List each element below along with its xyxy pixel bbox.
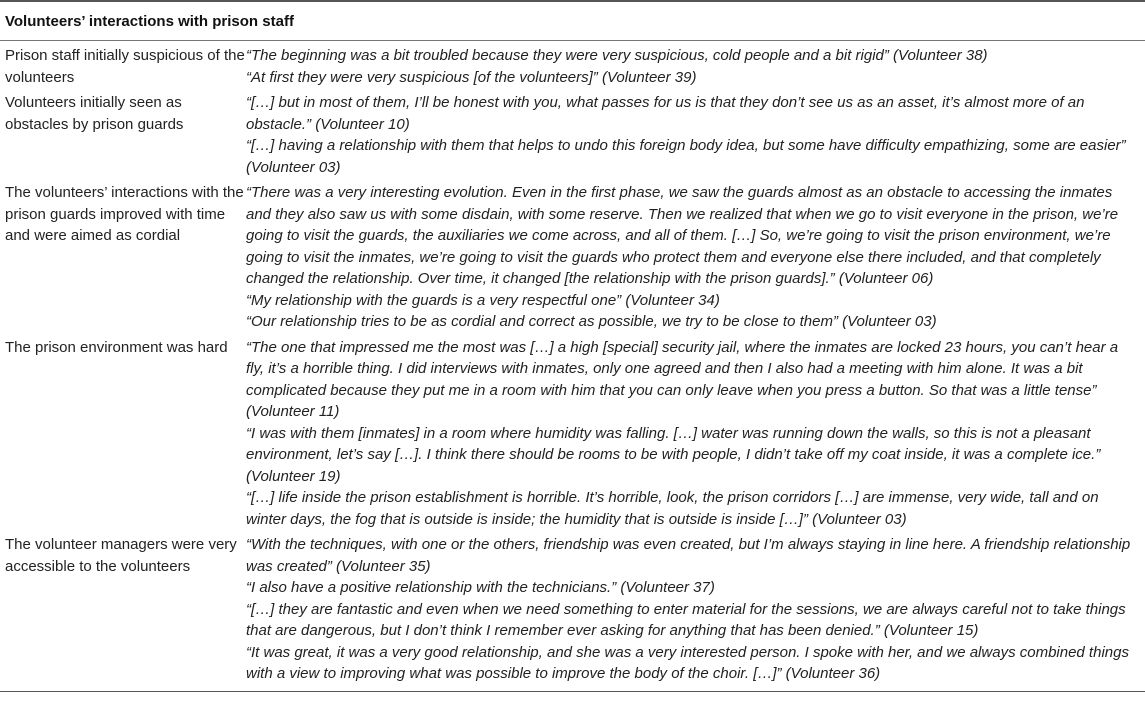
row-quotes	[246, 182, 1145, 333]
table-row	[0, 88, 1145, 178]
table-row	[0, 178, 1145, 333]
quote-text: “[…] they are fantastic and even when we need something to enter material for the sessions, we are always careful not to take things that are dangerous, but I don’t think I remember ever asking for anything that has been denied.” (Volunteer 15)	[246, 600, 1126, 639]
table-row	[0, 41, 1145, 88]
bottom-rule	[0, 691, 1145, 692]
quote-text: “It was great, it was a very good relationship, and she was a very interested person. I spoke with her, and we always combined things with a view to improving what was possible to improve the body of the choir. […]” (Volunteer 36)	[246, 643, 1129, 682]
quote-text: “[…] life inside the prison establishment is horrible. It’s horrible, look, the prison corridors […] are immense, very wide, tall and on winter days, the fog that is outside is inside; the humidity that is outside is inside […]” (Volunteer 03)	[246, 489, 1099, 528]
quote-text: “My relationship with the guards is a very respectful one” (Volunteer 34)	[246, 291, 720, 309]
quote-text: “The one that impressed me the most was […] a high [special] security jail, where the inmates are locked 23 hours, you can’t hear a fly, it’s a horrible thing. I did interviews with inmates, only one agreed and then I also had a meeting with him alone. It was a bit complicated because they put me in a room with him that you can only leave when you press a button. So that was a little tense” (Volunteer 11)	[246, 338, 1119, 420]
quote-text: “At first they were very suspicious [of the volunteers]” (Volunteer 39)	[246, 68, 697, 86]
row-quotes	[246, 337, 1145, 531]
row-quotes	[246, 534, 1145, 685]
quote-text: “There was a very interesting evolution. Even in the first phase, we saw the guards almost as an obstacle to accessing the inmates and they also saw us with some disdain, with some reserve. Then we realized that when we go to visit everyone in the prison, we’re going to visit the guards, the auxiliaries we come across, and all of them. […] So, we’re going to visit the prison environment, we’re going to visit the inmates, we’re going to visit the guards who protect them and everyone else there included, and that completely changed the relationship. Over time, it changed [the relationship with the prison guards].” (Volunteer 06)	[246, 184, 1119, 287]
row-quotes	[246, 92, 1145, 178]
row-theme: The volunteer managers were very accessible to the volunteers	[5, 536, 237, 575]
quote-text: “The beginning was a bit troubled because they were very suspicious, cold people and a bit rigid” (Volunteer 38)	[246, 47, 988, 64]
row-theme: The prison environment was hard	[5, 338, 228, 356]
quote-text: “[…] having a relationship with them that helps to undo this foreign body idea, but some have difficulty empathizing, some are easier” (Volunteer 03)	[246, 137, 1126, 176]
quote-text: “Our relationship tries to be as cordial and correct as possible, we try to be close to them” (Volunteer 03)	[246, 313, 937, 330]
quote-text: “[…] but in most of them, I’ll be honest with you, what passes for us is that they don’t see us as an asset, it’s almost more of an obstacle.” (Volunteer 10)	[246, 94, 1085, 133]
quote-text: “I was with them [inmates] in a room where humidity was falling. […] water was running down the walls, so this is not a pleasant environment, let’s say […]. I think there should be rooms to be with people, I didn’t take off my coat inside, it was a complete ice.” (Volunteer 19)	[246, 424, 1101, 485]
quote-text: “I also have a positive relationship with the technicians.” (Volunteer 37)	[246, 579, 715, 596]
table-header: Volunteers’ interactions with prison staff	[0, 2, 1145, 41]
quote-text: “With the techniques, with one or the others, friendship was even created, but I’m always staying in line here. A friendship relationship was created” (Volunteer 35)	[246, 536, 1131, 575]
table-row	[0, 333, 1145, 531]
table-row	[0, 530, 1145, 685]
row-theme: Prison staff initially suspicious of the volunteers	[5, 47, 245, 86]
row-quotes	[246, 45, 1145, 88]
row-theme: The volunteers’ interactions with the prison guards improved with time and were aimed as cordial	[5, 184, 244, 244]
row-theme: Volunteers initially seen as obstacles by prison guards	[5, 94, 184, 133]
